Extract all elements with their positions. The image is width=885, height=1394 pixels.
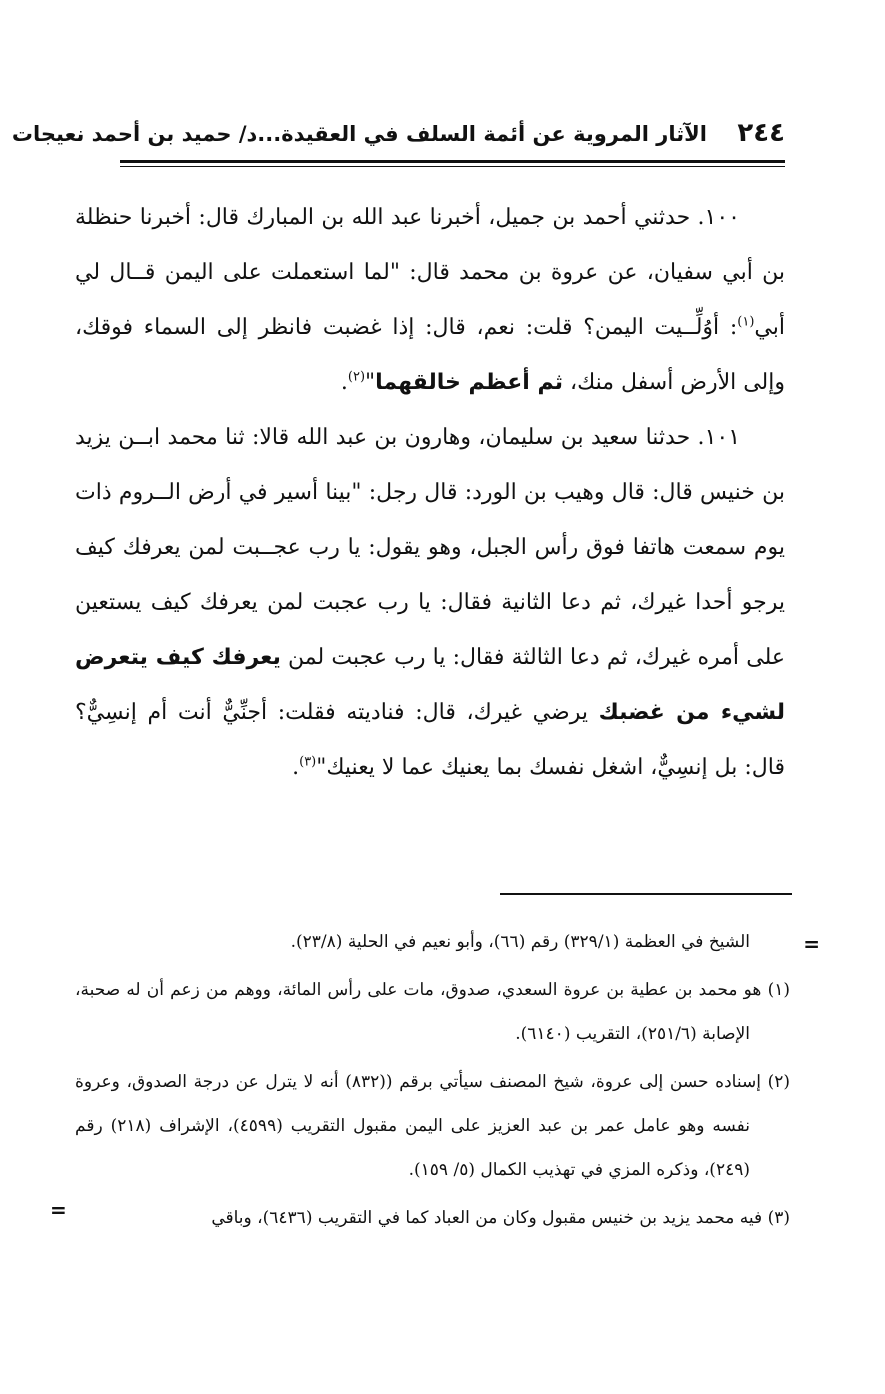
footnote-ref-3: (٣) — [299, 754, 317, 770]
footnotes — [50, 920, 820, 1244]
athar-101-end: . — [292, 755, 300, 780]
footnote-ref-2: (٢) — [347, 369, 366, 385]
athar-100-quote: " — [365, 370, 376, 395]
footnote-separator — [500, 893, 792, 895]
footnote-3-text: (٣) فيه محمد يزيد بن خنيس مقبول وكان من العباد كما في التقريب (٦٤٣٦)، وباقي — [211, 1208, 790, 1228]
footnote-1 — [75, 968, 790, 1056]
footnote-continuation — [75, 920, 820, 964]
athar-101-text: ١٠١. حدثنا سعيد بن سليمان، وهارون بن عبد الله قالا: ثنا محمد ابــن يزيد بن خنيس قال: قال وهيب بن الورد: قال رجل: "بينا أسير في أرض الــروم ذات يوم سمعت هاتفا فوق رأس الجبل، وهو يقول: يا رب عجــبت لمن يعرفك كيف يرجو أحدا غيرك، ثم دعا الثانية فقال: يا رب عجبت لمن يعرفك كيف يستعين على أمره غيرك، ثم دعا الثالثة فقال: يا رب عجبت لمن — [75, 425, 785, 670]
next-page-mark: = — [50, 1198, 67, 1222]
footnote-2 — [75, 1060, 790, 1192]
header-rule-thick — [120, 160, 785, 163]
athar-100-end: . — [340, 370, 348, 395]
footnote-1-text: (١) هو محمد بن عطية بن عروة السعدي، صدوق، مات على رأس المائة، ووهم من زعم أن له صحبة، الإصابة (٢٥١/٦)، التقريب (٦١٤٠). — [75, 980, 790, 1044]
athar-100-text: ١٠٠. حدثني أحمد بن جميل، أخبرنا عبد الله بن المبارك قال: أخبرنا حنظلة بن أبي سفيان، عن عروة بن محمد قال: "لما استعملت على اليمن قــال لي أبي — [75, 205, 785, 340]
athar-101-bold: يعرفك كيف يتعرض لشيء من غضبك — [75, 645, 785, 725]
header-rule-thin — [120, 166, 785, 167]
athar-100-text-mid: : أوُلِّــيت اليمن؟ قلت: نعم، قال: إذا غضبت فانظر إلى السماء فوقك، وإلى الأرض أسفل منك، — [75, 315, 785, 395]
athar-100 — [75, 190, 785, 410]
footnote-2-text: (٢) إسناده حسن إلى عروة، شيخ المصنف سيأتي برقم ((٨٣٢) أنه لا يترل عن درجة الصدوق، وعروة نفسه وهو عامل عمر بن عبد العزيز على اليمن مقبول التقريب (٤٥٩٩)، الإشراف (٢١٨) رقم (٢٤٩)، وذكره المزي في تهذيب الكمال (٥/ ١٥٩). — [75, 1072, 791, 1180]
athar-100-bold: ثم أعظم خالقهما — [375, 370, 563, 395]
continuation-mark: = — [803, 932, 820, 956]
running-header — [11, 110, 785, 158]
footnote-3 — [50, 1196, 790, 1240]
footnote-continuation-text: الشيخ في العظمة (٣٢٩/١) رقم (٦٦)، وأبو نعيم في الحلية (٢٣/٨). — [290, 932, 750, 952]
main-text — [75, 190, 785, 795]
athar-101 — [75, 410, 785, 795]
footnote-ref-1: (١) — [737, 314, 755, 330]
header-title: الآثار المروية عن أئمة السلف في العقيدة...د/ حميد بن أحمد نعيجات — [11, 122, 707, 146]
athar-101-text-after: يرضي غيرك، قال: فناديته فقلت: أجنِّيٌّ أنت أم إنسِيٌّ؟ قال: بل إنسِيٌّ، اشغل نفسك بما يعنيك عما لا يعنيك" — [75, 700, 785, 780]
page-number: ٢٤٤ — [737, 118, 785, 148]
